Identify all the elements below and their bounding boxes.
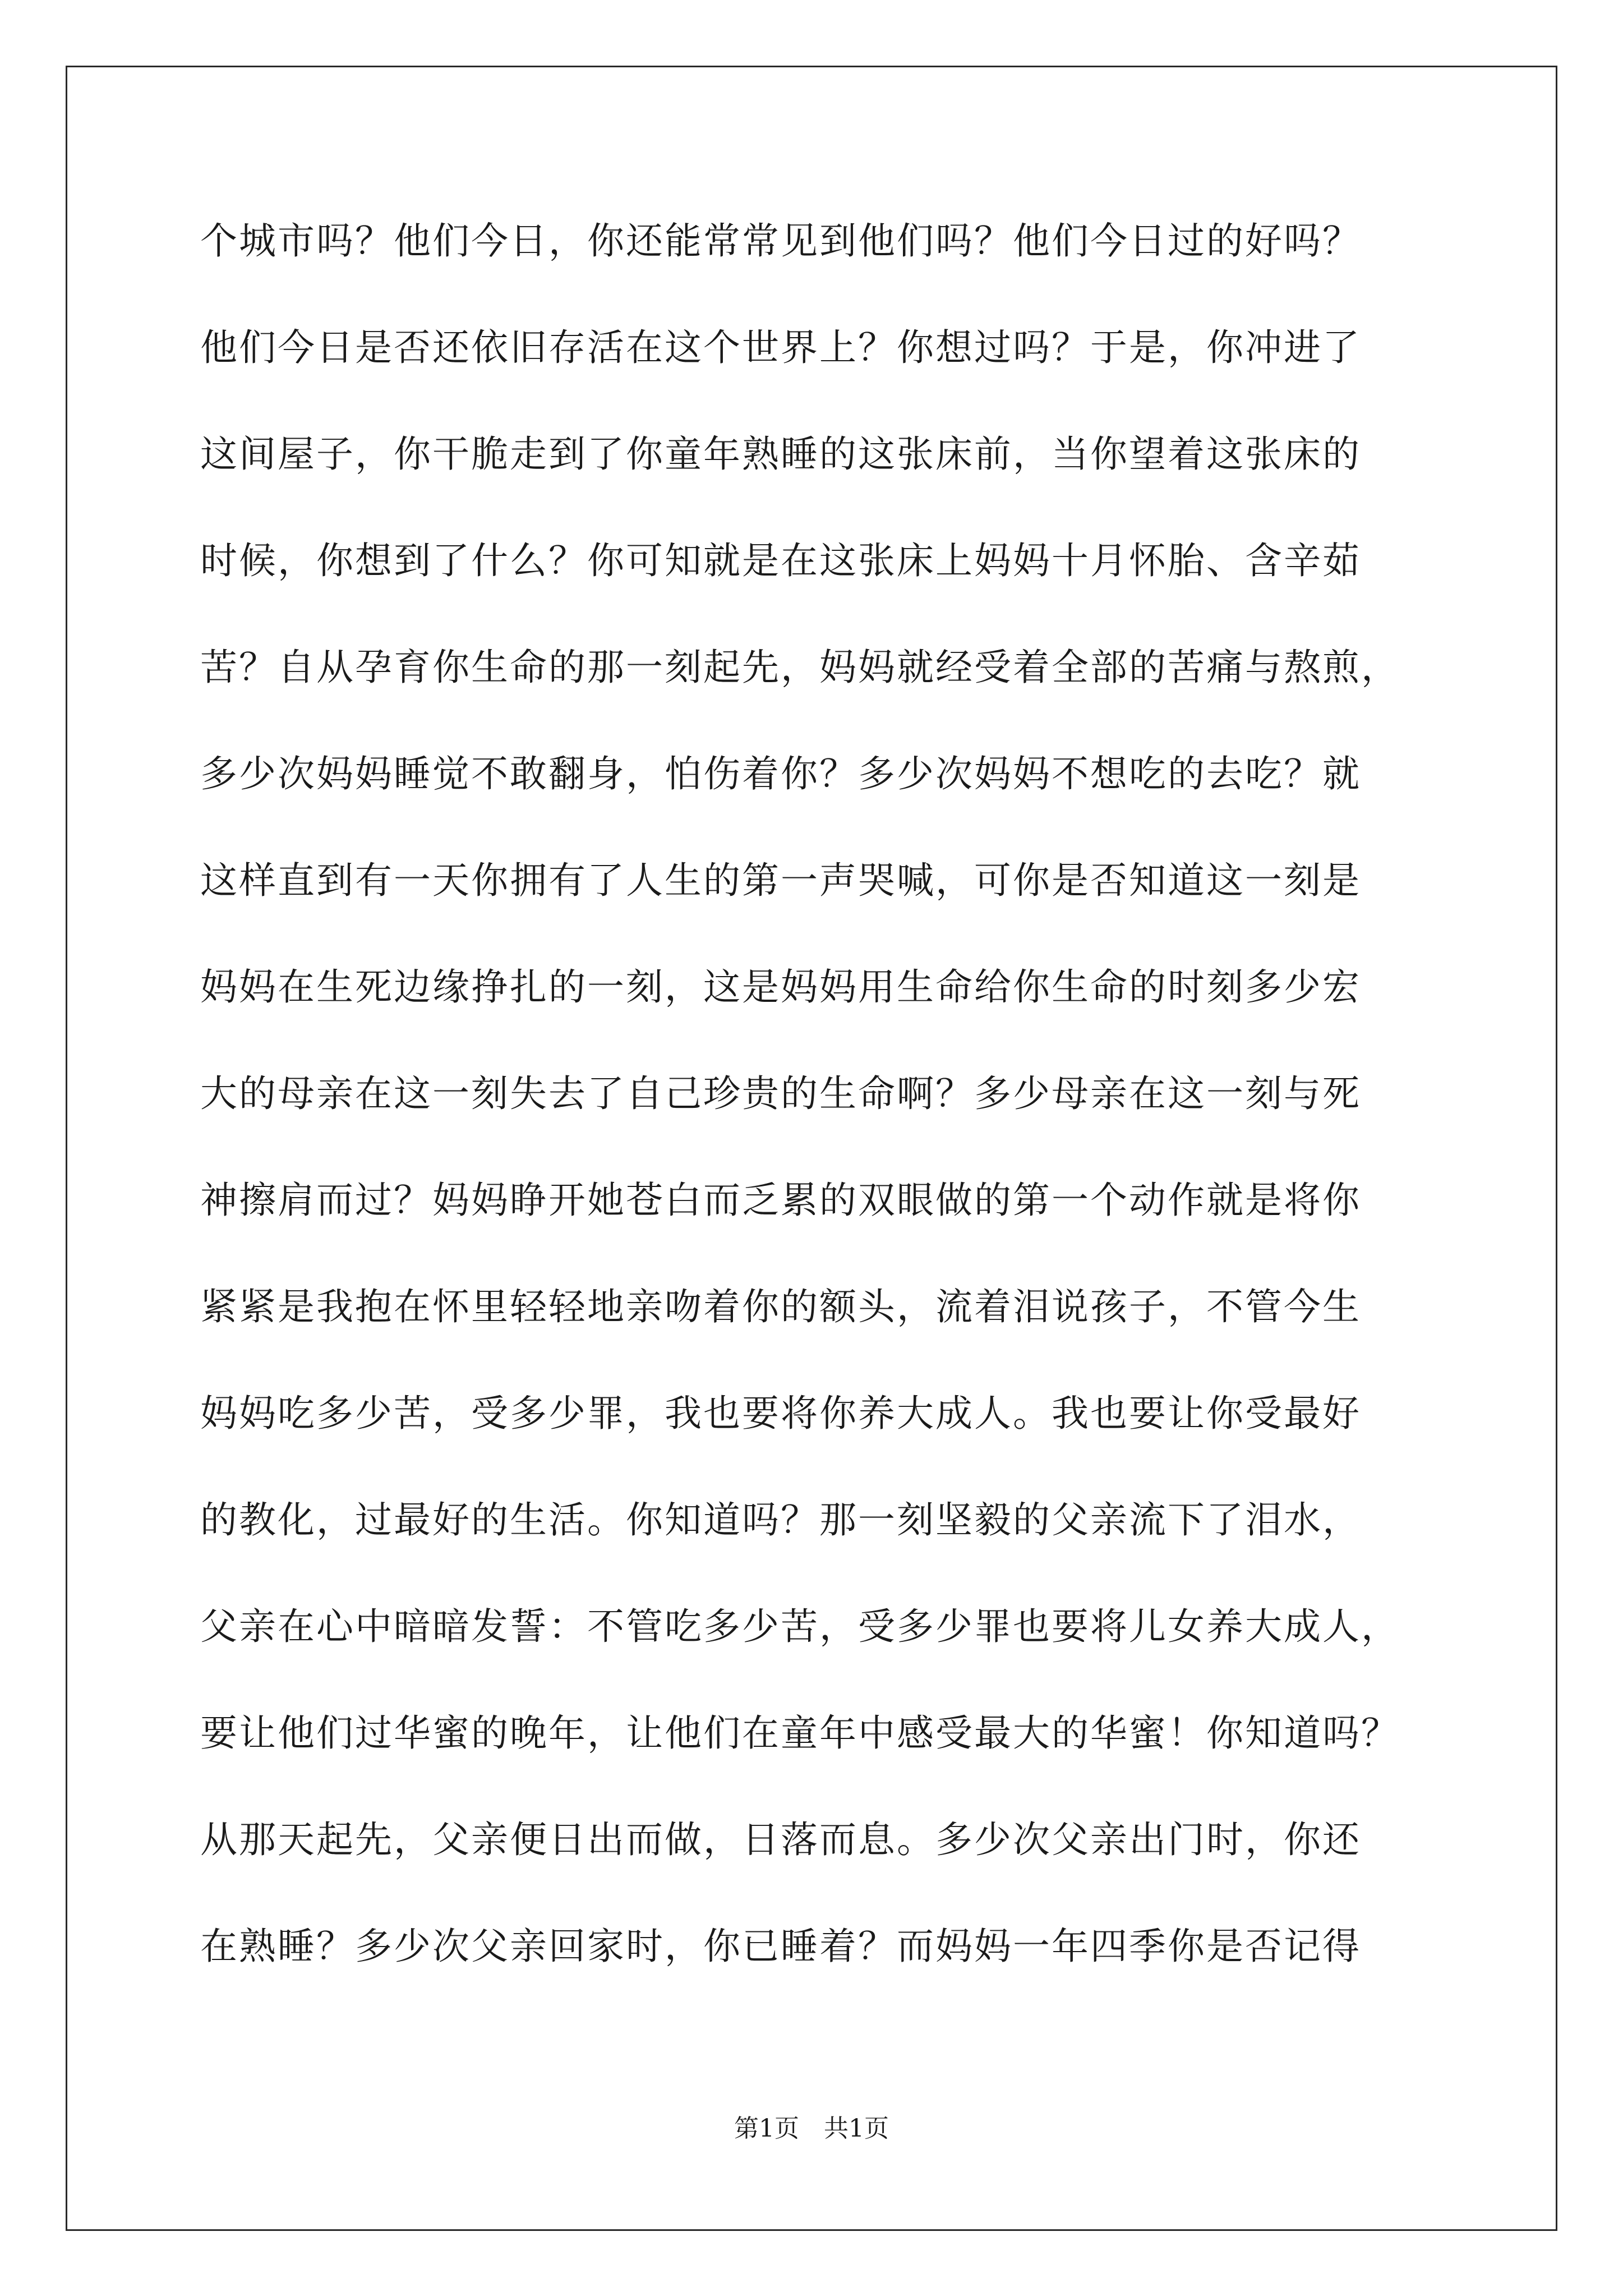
body-line: 父亲在心中暗暗发誓：不管吃多少苦，受多少罪也要将儿女养大成人， [200,1605,1400,1648]
body-line: 紧紧是我抱在怀里轻轻地亲吻着你的额头，流着泪说孩子，不管今生 [200,1285,1361,1328]
body-line: 个城市吗？他们今日，你还能常常见到他们吗？他们今日过的好吗？ [200,219,1361,263]
body-line: 妈妈吃多少苦，受多少罪，我也要将你养大成人。我也要让你受最好 [200,1392,1361,1435]
body-line: 在熟睡？多少次父亲回家时，你已睡着？而妈妈一年四季你是否记得 [200,1925,1361,1968]
body-line: 要让他们过华蜜的晚年，让他们在童年中感受最大的华蜜！你知道吗？ [200,1711,1400,1755]
body-line: 这间屋子，你干脆走到了你童年熟睡的这张床前，当你望着这张床的 [200,432,1361,476]
body-line: 神擦肩而过？妈妈睁开她苍白而乏累的双眼做的第一个动作就是将你 [200,1179,1361,1222]
body-line: 多少次妈妈睡觉不敢翻身，怕伤着你？多少次妈妈不想吃的去吃？就 [200,752,1361,795]
body-line: 妈妈在生死边缘挣扎的一刻，这是妈妈用生命给你生命的时刻多少宏 [200,965,1361,1009]
page-number-footer: 第1页 共1页 [734,2114,889,2143]
body-line: 的教化，过最好的生活。你知道吗？那一刻坚毅的父亲流下了泪水， [200,1498,1361,1542]
body-line: 这样直到有一天你拥有了人生的第一声哭喊，可你是否知道这一刻是 [200,859,1361,902]
body-line: 从那天起先，父亲便日出而做，日落而息。多少次父亲出门时，你还 [200,1818,1361,1861]
body-line: 时候，你想到了什么？你可知就是在这张床上妈妈十月怀胎、含辛茹 [200,539,1361,582]
body-line: 他们今日是否还依旧存活在这个世界上？你想过吗？于是，你冲进了 [200,326,1361,369]
body-line: 大的母亲在这一刻失去了自己珍贵的生命啊？多少母亲在这一刻与死 [200,1072,1361,1115]
body-line: 苦？自从孕育你生命的那一刻起先，妈妈就经受着全部的苦痛与熬煎， [200,646,1400,689]
